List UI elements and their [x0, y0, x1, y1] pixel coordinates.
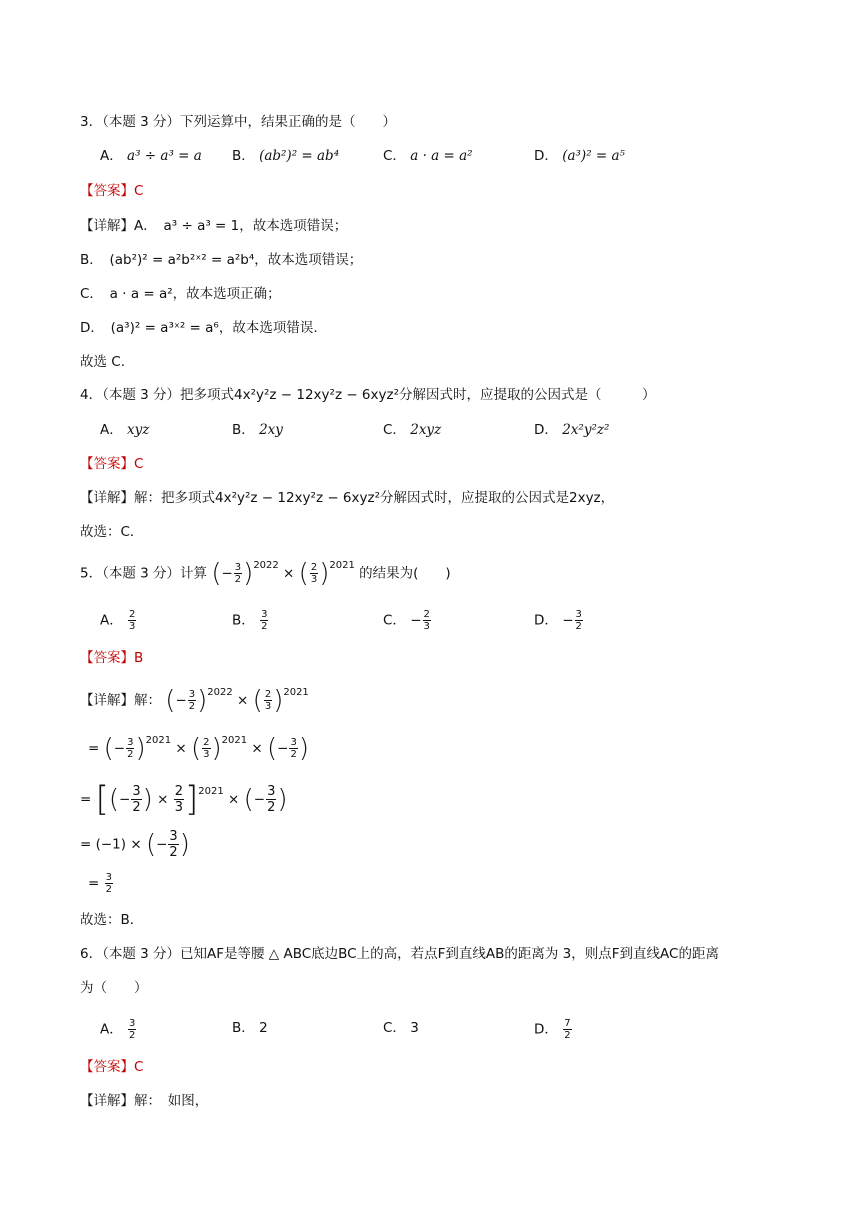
q3-option-c: C． a · a = a² [383, 148, 473, 164]
q4-answer: 【答案】C [80, 456, 144, 472]
q4-option-b: B． 2xy [232, 422, 283, 438]
q4-conclusion: 故选：C． [80, 524, 144, 540]
q6-option-a: A． $\frac{3}{2}$ [100, 1018, 136, 1041]
q5-option-d: D． − $\frac{3}{2}$ [534, 609, 582, 632]
q5-option-b: B． $\frac{3}{2}$ [232, 609, 268, 632]
q6-stem-line1: 6．（本题 3 分）已知AF是等腰 △ ABC底边BC上的高，若点F到直线AB的距离为 3，则点F到直线AC的距离 [80, 946, 719, 962]
q3-option-d: D． (a³)² = a⁵ [534, 148, 625, 164]
q3-detail-b: B． (ab²)² = a²b²ˣ² = a²b⁴，故本选项错误； [80, 252, 363, 268]
q5-option-c: C． − $\frac{2}{3}$ [383, 609, 430, 632]
q4-option-c: C． 2xyz [383, 422, 442, 438]
q5-answer: 【答案】B [80, 650, 144, 666]
q3-detail-d: D． (a³)² = a³ˣ² = a⁶，故本选项错误. [80, 320, 318, 336]
q4-detail: 【详解】解：把多项式4x²y²z − 12xy²z − 6xyz²分解因式时，应提取的公因式是2xyz， [80, 490, 615, 506]
q5-detail-line3: = [(− $\frac{3}{2}$ ) × $\frac{2}{3}$ ]$^{2021}$ × (− $\frac{3}{2}$ ) [80, 779, 288, 820]
q6-option-b: B． 2 [232, 1020, 268, 1036]
q5-detail-line5: = $\frac{3}{2}$ [88, 872, 112, 895]
q6-answer: 【答案】C [80, 1059, 144, 1075]
q6-option-d: D． $\frac{7}{2}$ [534, 1018, 571, 1041]
q5-option-a: A． $\frac{2}{3}$ [100, 609, 136, 632]
q4-stem: 4．（本题 3 分）把多项式4x²y²z − 12xy²z − 6xyz²分解因式时，应提取的公因式是（ ） [80, 387, 656, 403]
q3-stem: 3．（本题 3 分）下列运算中，结果正确的是（ ） [80, 114, 397, 130]
q5-detail-line1: 【详解】解： (− $\frac{3}{2}$ )$^{2022}$ × ( $\frac{2}{3}$ )$^{2021}$ [80, 685, 309, 716]
q6-option-c: C． 3 [383, 1020, 419, 1036]
q3-detail-a: 【详解】A． a³ ÷ a³ = 1，故本选项错误； [80, 218, 348, 234]
q4-option-d: D． 2x²y²z² [534, 422, 610, 438]
q6-stem-line2: 为（ ） [80, 980, 148, 996]
q3-detail-c: C． a · a = a²，故本选项正确； [80, 286, 281, 302]
q6-detail: 【详解】解： 如图， [80, 1093, 209, 1109]
q3-answer: 【答案】C [80, 183, 144, 199]
q5-detail-line4: = (−1) × (− $\frac{3}{2}$ ) [80, 829, 190, 860]
q5-stem: 5．（本题 3 分）计算 (− $\frac{3}{2}$ )$^{2022}$ × ( $\frac{2}{3}$ )$^{2021}$ 的结果为( ) [80, 558, 451, 589]
q5-detail-line2: = (− $\frac{3}{2}$ )$^{2021}$ × ( $\frac{2}{3}$ )$^{2021}$ × (− $\frac{3}{2}$ ) [88, 733, 310, 764]
q3-conclusion: 故选 C. [80, 354, 126, 370]
q3-option-b: B． (ab²)² = ab⁴ [232, 148, 340, 164]
q5-conclusion: 故选：B． [80, 912, 144, 928]
q4-option-a: A． xyz [100, 422, 150, 438]
q3-option-a: A． a³ ÷ a³ = a [100, 148, 202, 164]
